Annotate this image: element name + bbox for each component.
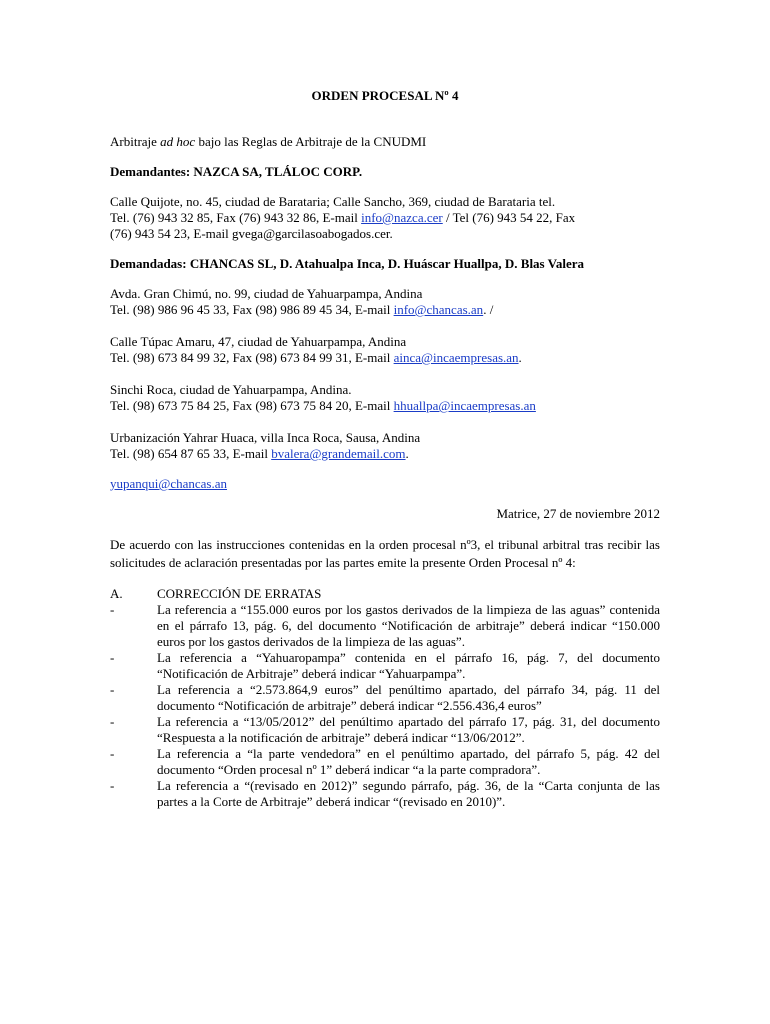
arbitration-suffix: bajo las Reglas de Arbitraje de la CNUDMI [195,134,427,149]
section-heading: CORRECCIÓN DE ERRATAS [157,586,322,601]
respondent-address: Urbanización Yahrar Huaca, villa Inca Roca, Sausa, Andina [110,430,421,445]
respondent-tel-text: Tel. (98) 654 87 65 33, E-mail [110,446,272,461]
respondent-email-link[interactable]: bvalera@grandemail.com [271,446,406,461]
respondent-block-2 [110,334,660,366]
respondent-email-link[interactable]: hhuallpa@incaempresas.an [393,398,536,413]
respondent-email-link[interactable]: ainca@incaempresas.an [393,350,519,365]
respondent-tel-suffix: . [518,350,522,365]
list-item-text: La referencia a “Yahuaropampa” contenida en el párrafo 16, pág. 7, del documento “Notificación de Arbitraje” deberá indicar “Yahuarpampa”. [157,650,660,681]
claimants-tel-text: Tel. (76) 943 32 85, Fax (76) 943 32 86, E-mail [110,210,362,225]
claimants-heading: Demandantes: NAZCA SA, TLÁLOC CORP. [110,164,363,179]
respondent-contact [110,446,660,462]
list-item-marker: - [110,778,115,793]
list-item-marker: - [110,746,115,761]
respondent-address: Calle Túpac Amaru, 47, ciudad de Yahuarpampa, Andina [110,334,407,349]
respondent-block-4 [110,430,660,462]
section-corrections [110,586,660,810]
list-item-text: La referencia a “155.000 euros por los gastos derivados de la limpieza de las aguas” contenida en el párrafo 13, pág. 6, del documento “Notificación de arbitraje” deberá indicar “150.000 euros por los gastos derivados de la limpieza de las aguas”. [157,602,660,649]
respondent-contact [110,350,660,366]
list-item [110,778,660,810]
respondent-contact [110,398,660,414]
respondent-email-link[interactable]: info@chancas.an [393,302,484,317]
claimants-address-line1: Calle Quijote, no. 45, ciudad de Barataria; Calle Sancho, 369, ciudad de Barataria tel. [110,194,556,209]
respondent-block-1 [110,286,660,318]
list-item [110,602,660,650]
respondent-tel-suffix: . / [483,302,494,317]
respondent-tel-suffix: . [405,446,409,461]
arbitration-line [110,134,660,150]
list-item-marker: - [110,602,115,617]
list-item-text: La referencia a “(revisado en 2012)” segundo párrafo, pág. 36, de la “Carta conjunta de las partes a la Corte de Arbitraje” deberá indicar “(revisado en 2010)”. [157,778,660,809]
intro-paragraph: De acuerdo con las instrucciones contenidas en la orden procesal nº3, el tribunal arbitral tras recibir las solicitudes de aclaración presentadas por las partes emite la presente Orden Procesal nº 4: [110,537,660,570]
list-item-marker: - [110,650,115,665]
respondent-address: Sinchi Roca, ciudad de Yahuarpampa, Andina. [110,382,352,397]
respondent-contact [110,302,660,318]
list-item-text: La referencia a “la parte vendedora” en el penúltimo apartado, del párrafo 5, pág. 42 del documento “Orden procesal nº 1” deberá indicar “a la parte compradora”. [157,746,660,777]
arbitration-prefix: Arbitraje [110,134,161,149]
document-page [110,88,660,810]
respondent-tel-text: Tel. (98) 673 75 84 25, Fax (98) 673 75 84 20, E-mail [110,398,394,413]
list-item [110,714,660,746]
list-item-text: La referencia a “13/05/2012” del penúltimo apartado del párrafo 17, pág. 31, del documento “Respuesta a la notificación de arbitraje” deberá indicar “13/06/2012”. [157,714,660,745]
list-item-text: La referencia a “2.573.864,9 euros” del penúltimo apartado, del párrafo 34, pág. 11 del documento “Notificación de arbitraje” deberá indicar “2.556.436,4 euros” [157,682,660,713]
respondent-block-3 [110,382,660,414]
respondent-tel-text: Tel. (98) 986 96 45 33, Fax (98) 986 89 45 34, E-mail [110,302,394,317]
list-item [110,650,660,682]
claimants-tel-suffix: / Tel (76) 943 54 22, Fax [442,210,576,225]
respondent-address: Avda. Gran Chimú, no. 99, ciudad de Yahuarpampa, Andina [110,286,423,301]
list-item-marker: - [110,714,115,729]
arbitration-italic: ad hoc [160,134,196,149]
list-item [110,682,660,714]
date-line: Matrice, 27 de noviembre 2012 [496,506,660,521]
claimants-address [110,194,660,242]
respondents-heading: Demandadas: CHANCAS SL, D. Atahualpa Inca, D. Huáscar Huallpa, D. Blas Valera [110,256,584,271]
list-item [110,746,660,778]
document-title: ORDEN PROCESAL Nº 4 [311,88,459,103]
claimants-address-line3: (76) 943 54 23, E-mail gvega@garcilasoabogados.cer. [110,226,393,241]
list-item-marker: - [110,682,115,697]
claimants-email-link[interactable]: info@nazca.cer [361,210,443,225]
extra-email-line [110,476,660,492]
extra-email-link[interactable]: yupanqui@chancas.an [110,476,228,491]
section-heading-row [110,586,660,602]
claimants-address-line2 [110,210,660,226]
respondent-tel-text: Tel. (98) 673 84 99 32, Fax (98) 673 84 99 31, E-mail [110,350,394,365]
section-marker: A. [110,586,123,601]
